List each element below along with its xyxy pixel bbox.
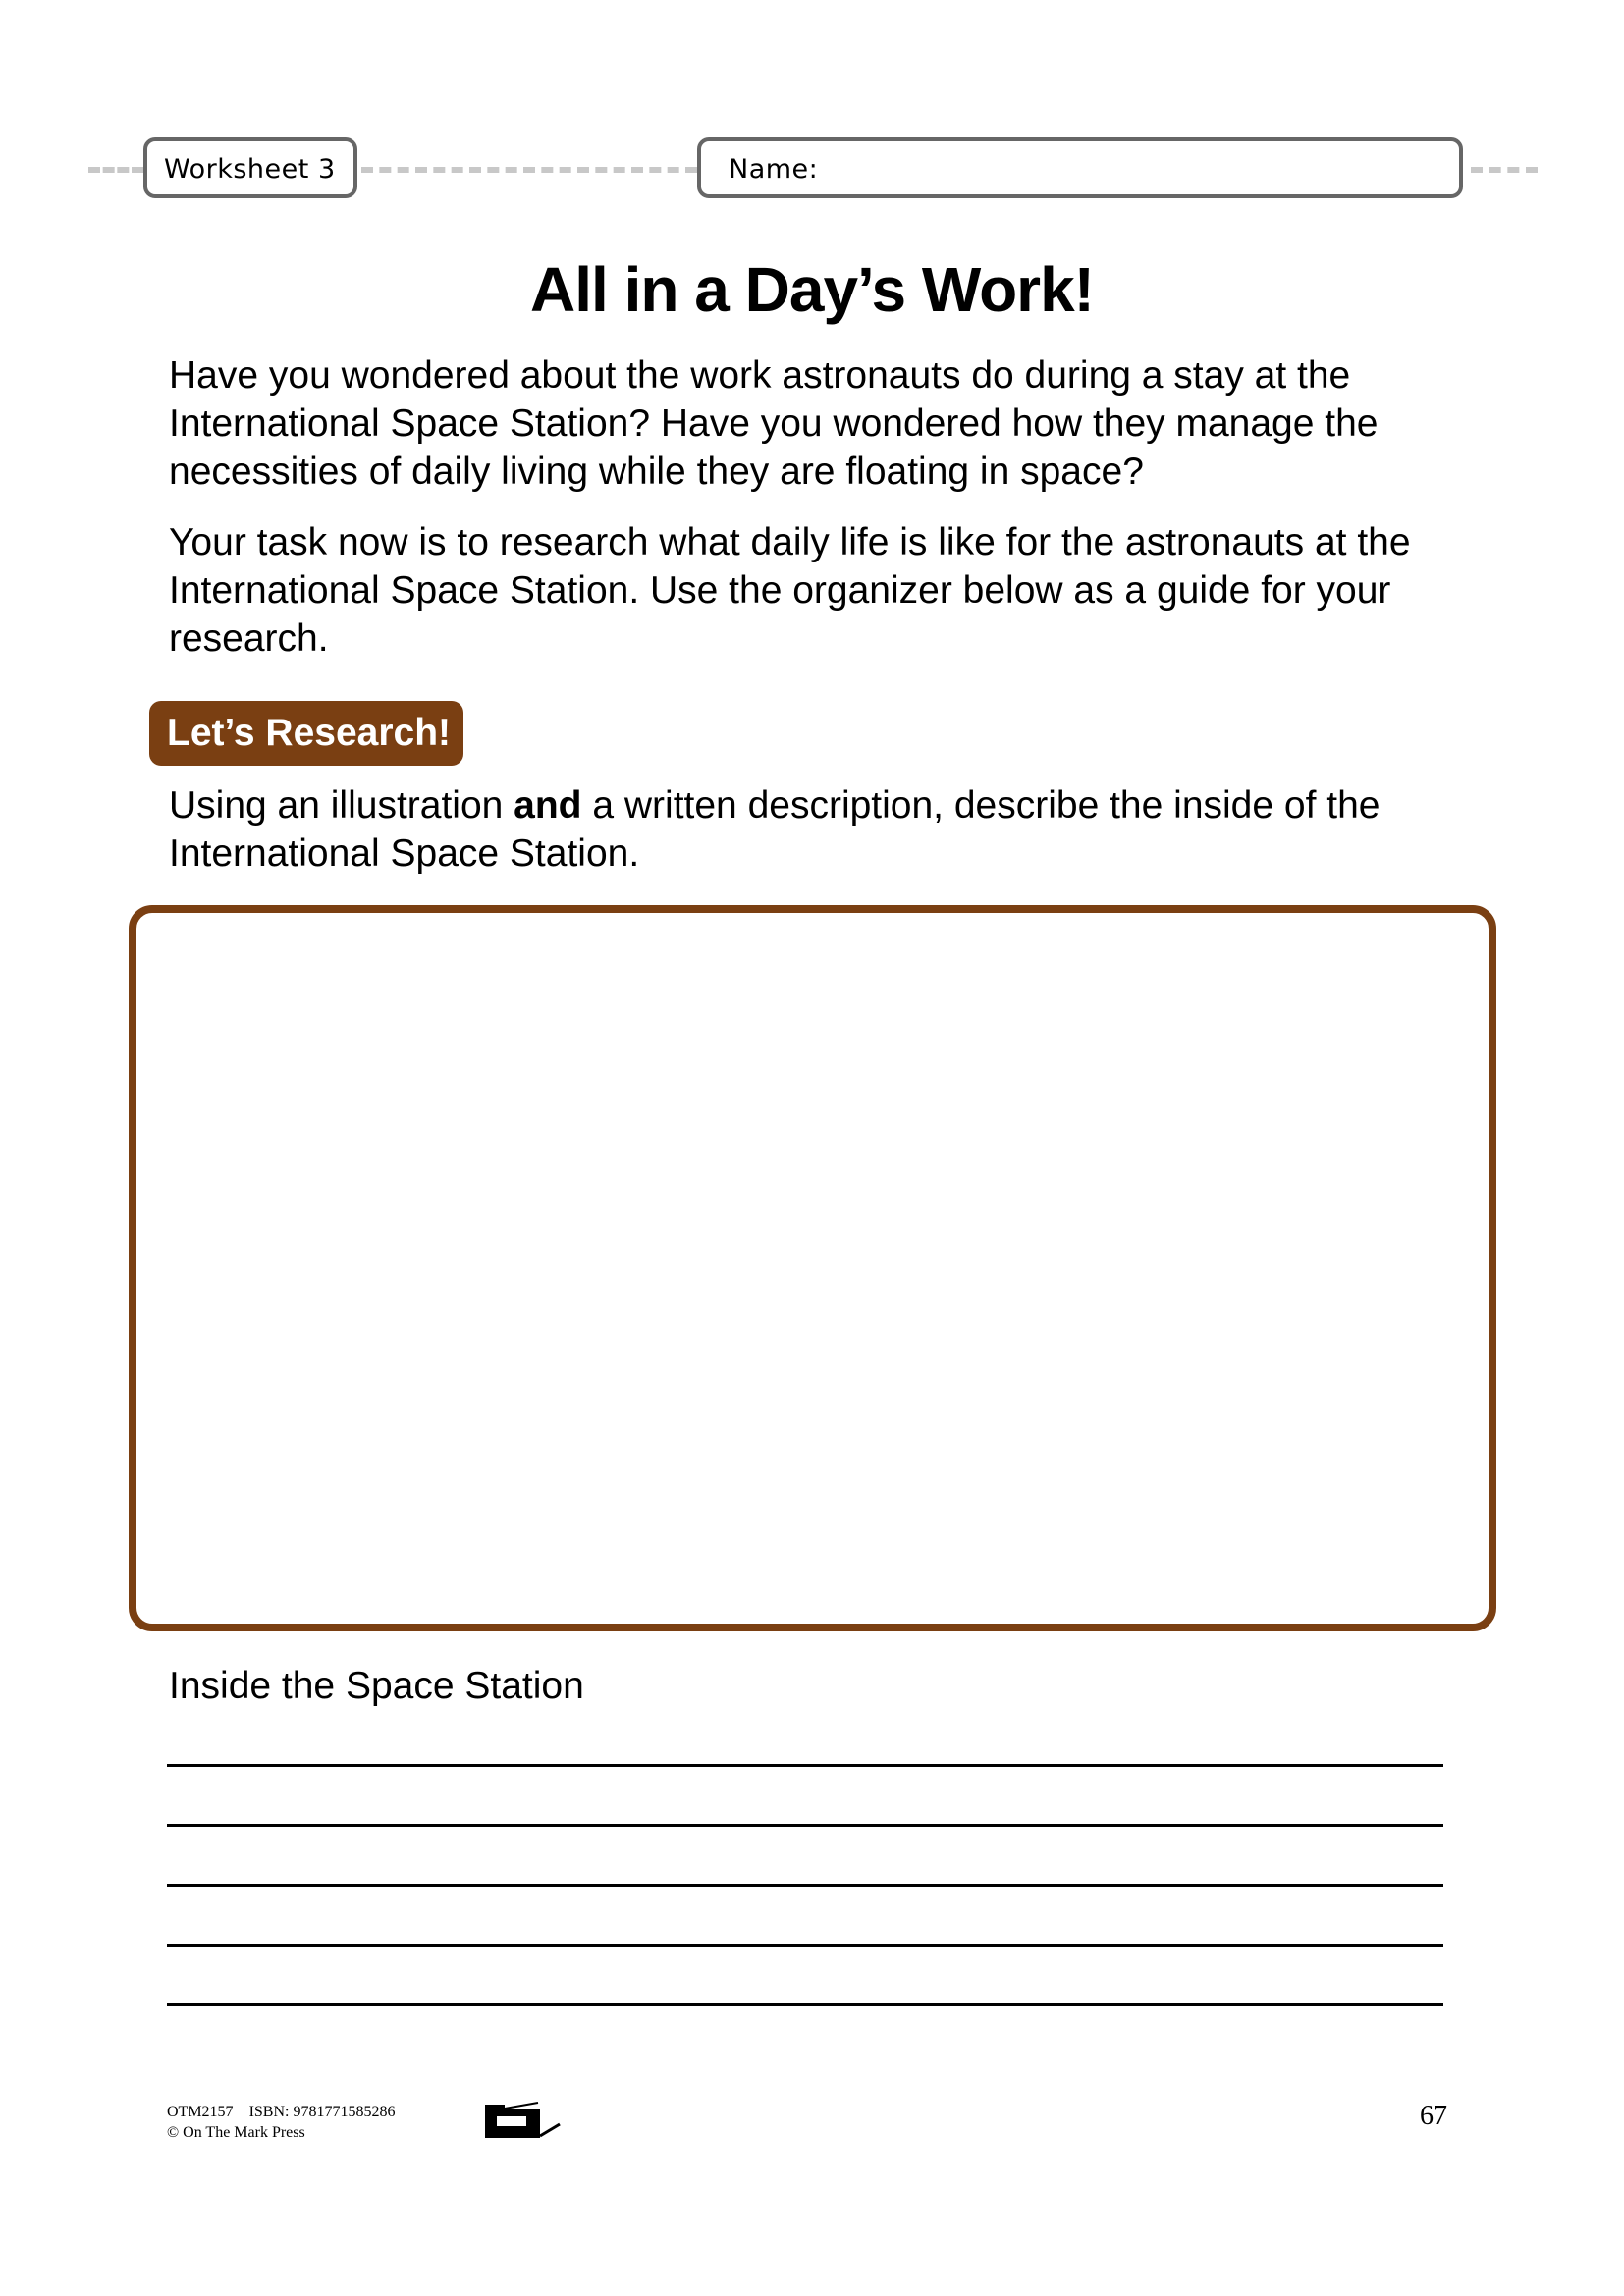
text-line: International Space Station? Have you wondered how they manage the bbox=[169, 402, 1379, 445]
instruction-emphasis: and bbox=[514, 784, 582, 827]
text-line: Have you wondered about the work astronauts do during a stay at the bbox=[169, 354, 1351, 397]
lets-research-badge: Let’s Research! bbox=[149, 701, 463, 766]
text-line: research. bbox=[169, 617, 329, 660]
instruction-text: Using an illustration bbox=[169, 784, 514, 827]
worksheet-label-box bbox=[143, 137, 357, 198]
text-line bbox=[169, 781, 1465, 829]
header-dashes-right bbox=[1471, 167, 1538, 173]
isbn: ISBN: 9781771585286 bbox=[248, 2104, 396, 2120]
illustration-drawing-area[interactable] bbox=[129, 905, 1496, 1631]
writing-line-1[interactable] bbox=[167, 1764, 1443, 1767]
worksheet-label: Worksheet 3 bbox=[164, 154, 336, 185]
intro-paragraph-1 bbox=[169, 351, 1465, 496]
text-line: Your task now is to research what daily life is like for the astronauts at the bbox=[169, 521, 1411, 563]
intro-paragraph-2 bbox=[169, 518, 1465, 663]
research-instruction bbox=[169, 781, 1465, 878]
instruction-text: a written description, describe the inside of the bbox=[581, 784, 1380, 827]
name-label: Name: bbox=[729, 154, 819, 185]
product-code: OTM2157 bbox=[167, 2104, 234, 2120]
photocopier-icon bbox=[483, 2101, 562, 2145]
writing-line-2[interactable] bbox=[167, 1824, 1443, 1827]
writing-heading: Inside the Space Station bbox=[169, 1665, 584, 1707]
header-dashes-left bbox=[88, 167, 143, 173]
text-line: necessities of daily living while they are floating in space? bbox=[169, 451, 1144, 493]
text-line: International Space Station. bbox=[169, 832, 640, 875]
text-line: International Space Station. Use the organizer below as a guide for your bbox=[169, 569, 1391, 612]
writing-line-3[interactable] bbox=[167, 1884, 1443, 1887]
page-number: 67 bbox=[1420, 2101, 1447, 2131]
name-field[interactable] bbox=[697, 137, 1463, 198]
writing-line-5[interactable] bbox=[167, 2003, 1443, 2006]
header-dashes-middle bbox=[361, 167, 697, 173]
footer-copyright: © On The Mark Press bbox=[167, 2124, 305, 2141]
writing-line-4[interactable] bbox=[167, 1944, 1443, 1947]
page-title: All in a Day’s Work! bbox=[530, 254, 1094, 325]
footer-code-isbn bbox=[167, 2104, 395, 2121]
